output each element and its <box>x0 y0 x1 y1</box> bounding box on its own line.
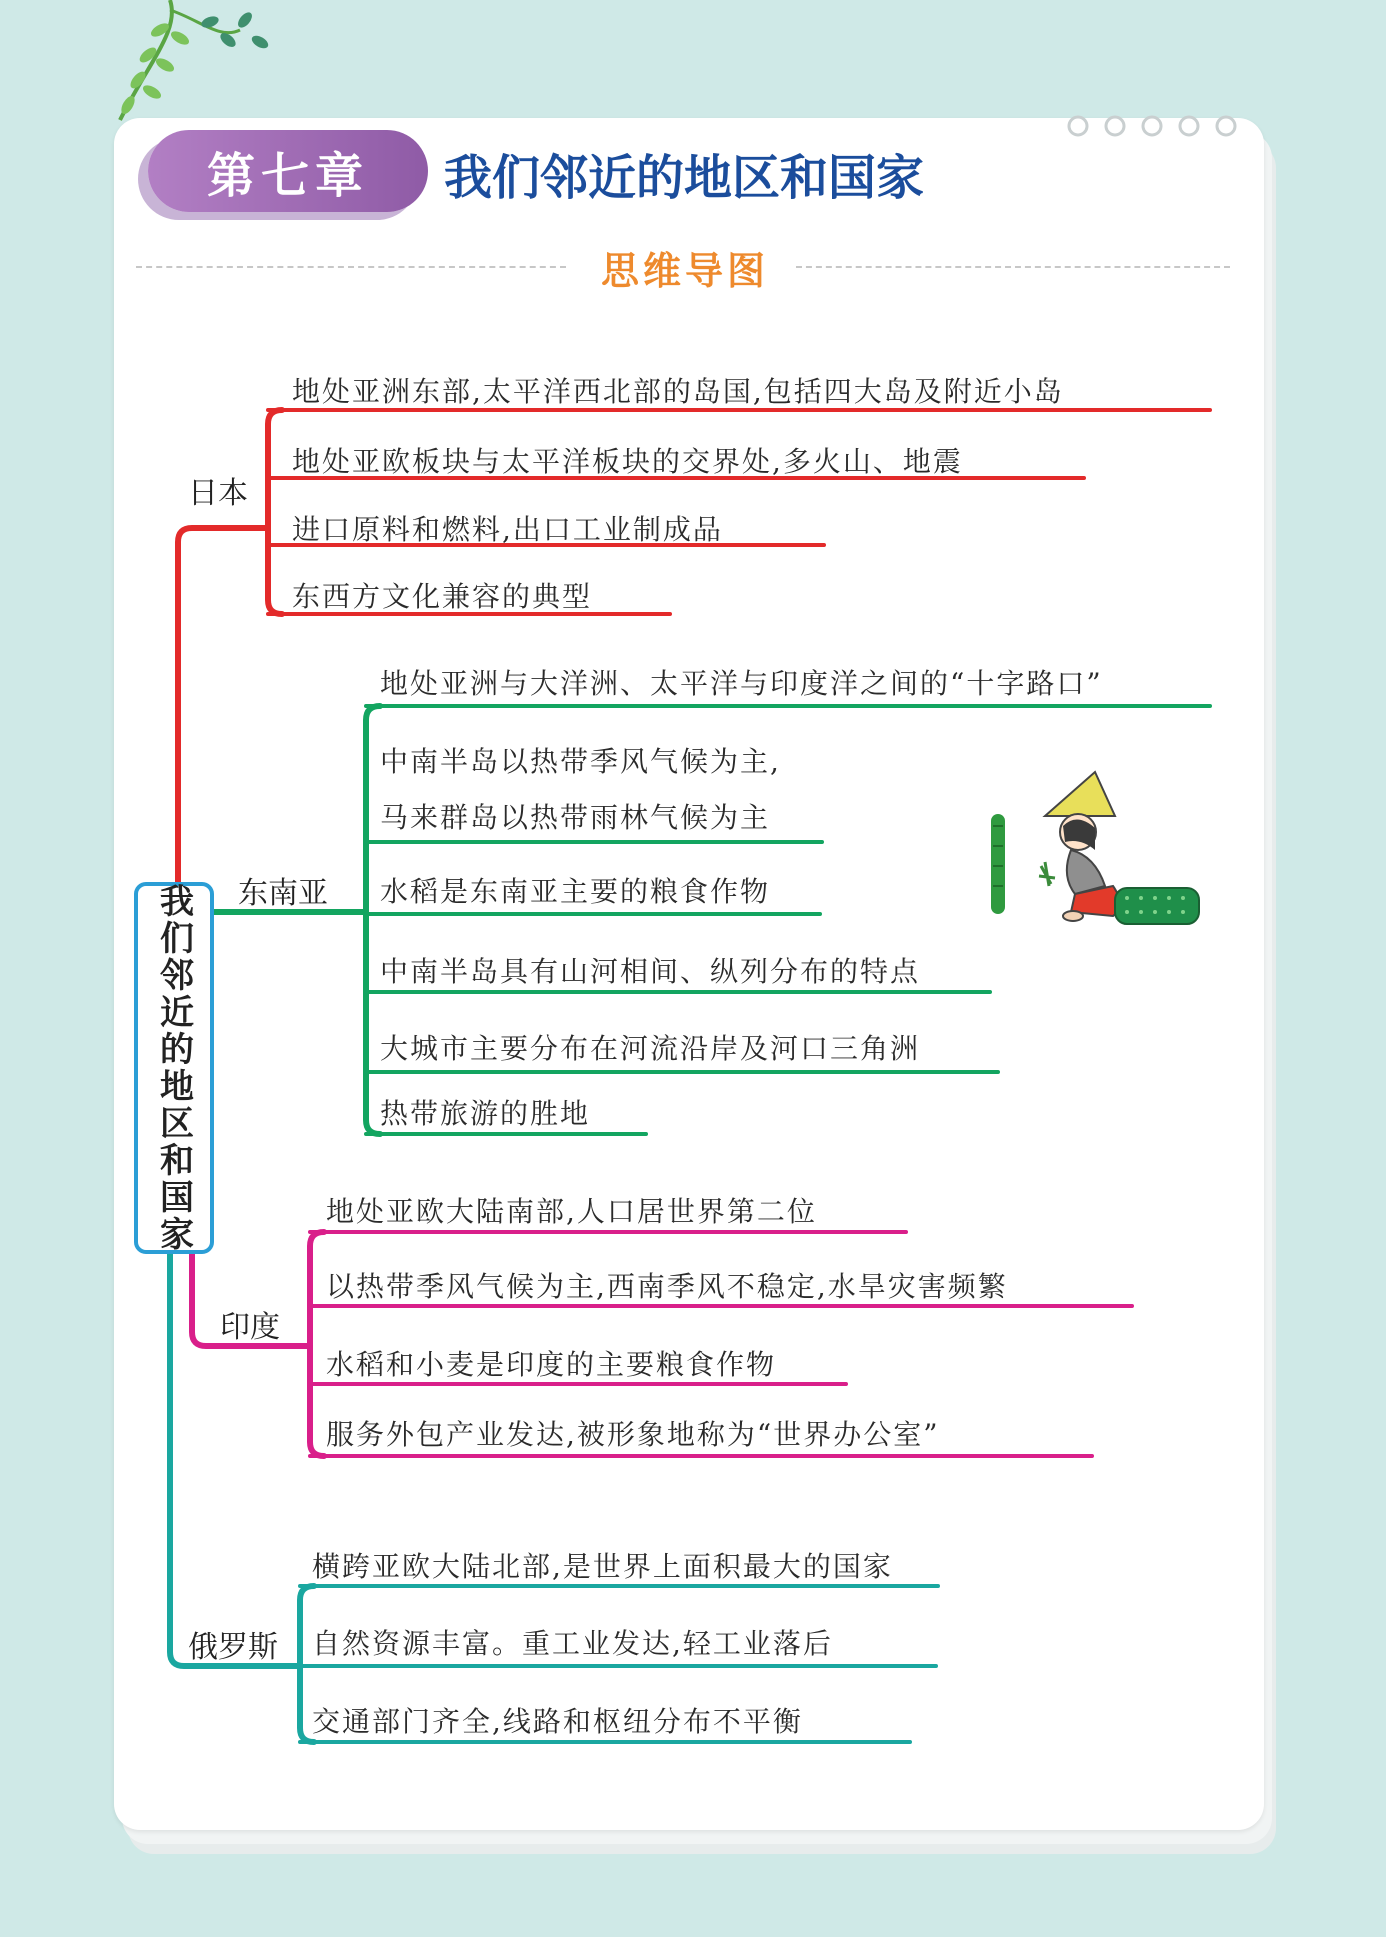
connector-japan-spine-bottom <box>268 528 282 614</box>
chapter-title: 我们邻近的地区和国家 <box>444 149 925 206</box>
branch-label-southeast-asia: 东南亚 <box>238 876 328 911</box>
sea-fact-climate-malay: 马来群岛以热带雨林气候为主 <box>380 801 771 834</box>
branch-label-india: 印度 <box>220 1310 280 1345</box>
japan-fact-culture: 东西方文化兼容的典型 <box>292 580 593 613</box>
russia-fact-resources: 自然资源丰富。重工业发达,轻工业落后 <box>312 1627 833 1660</box>
connector-japan-spine-top <box>268 410 282 528</box>
mindmap-root-label: 我们邻近的地区和国家 <box>153 883 194 1253</box>
russia-fact-transport: 交通部门齐全,线路和枢纽分布不平衡 <box>312 1705 803 1738</box>
connector-japan-trunk <box>178 528 268 884</box>
sea-fact-cities: 大城市主要分布在河流沿岸及河口三角洲 <box>380 1032 921 1065</box>
india-fact-location: 地处亚欧大陆南部,人口居世界第二位 <box>326 1195 817 1228</box>
mindmap-root <box>134 882 214 1254</box>
india-fact-climate: 以热带季风气候为主,西南季风不稳定,水旱灾害频繁 <box>326 1270 1008 1303</box>
rice-farmer-illustration-icon <box>985 766 1205 946</box>
sea-fact-rice: 水稻是东南亚主要的粮食作物 <box>380 875 771 908</box>
sea-fact-tourism: 热带旅游的胜地 <box>380 1097 591 1130</box>
connector-india-spine-bottom <box>310 1346 324 1456</box>
sea-fact-crossroads: 地处亚洲与大洋洲、太平洋与印度洋之间的“十字路口” <box>380 667 1103 700</box>
russia-fact-area: 横跨亚欧大陆北部,是世界上面积最大的国家 <box>312 1550 893 1583</box>
japan-fact-location: 地处亚洲东部,太平洋西北部的岛国,包括四大岛及附近小岛 <box>292 375 1064 408</box>
india-fact-crops: 水稻和小麦是印度的主要粮食作物 <box>326 1348 777 1381</box>
branch-label-japan: 日本 <box>188 476 248 511</box>
japan-fact-plates: 地处亚欧板块与太平洋板块的交界处,多火山、地震 <box>292 445 963 478</box>
connector-india-spine-top <box>310 1232 324 1346</box>
chapter-badge: 第七章 <box>148 130 428 212</box>
section-title: 思维导图 <box>600 249 769 293</box>
japan-fact-trade: 进口原料和燃料,出口工业制成品 <box>292 513 723 546</box>
sea-fact-terrain: 中南半岛具有山河相间、纵列分布的特点 <box>380 955 921 988</box>
branch-label-russia: 俄罗斯 <box>188 1630 278 1665</box>
sea-fact-climate-indochina: 中南半岛以热带季风气候为主, <box>380 745 781 778</box>
connector-sea-spine-bottom <box>366 912 380 1134</box>
india-fact-outsourcing: 服务外包产业发达,被形象地称为“世界办公室” <box>326 1418 940 1451</box>
connector-sea-spine-top <box>366 706 380 912</box>
